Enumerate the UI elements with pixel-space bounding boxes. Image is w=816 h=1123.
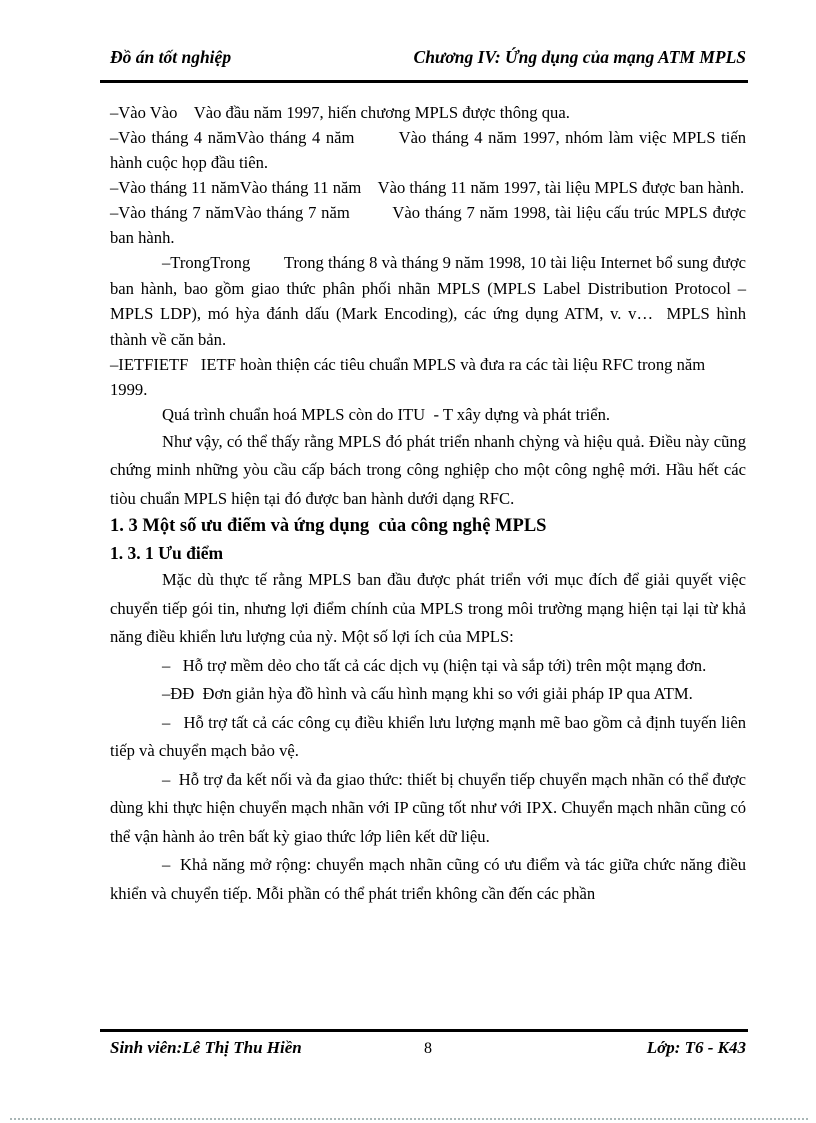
bottom-dotted-rule [10, 1118, 808, 1120]
footer-rule [100, 1029, 748, 1032]
document-body [110, 100, 746, 908]
benefit-item-4: – Hỗ trợ đa kết nối và đa giao thức: thiết bị chuyển tiếp chuyển mạch nhãn có thể được dùng khi thực hiện chuyển mạch nhãn với IP cũng tốt như với IPX. Chuyển mạch nhãn cũng có thể vận hành ảo trên bất kỳ giao thức lớp liên kết dữ liệu. [110, 769, 746, 846]
conclusion-paragraph: Như vậy, có thể thấy rằng MPLS đó phát triển nhanh chỳng và hiệu quả. Điều này cũng chứng minh những yòu cầu cấp bách trong công nghiệp cho một công nghệ mới. Hầu hết các tiòu chuẩn MPLS hiện tại đó được ban hành dưới dạng RFC. [110, 431, 746, 508]
benefit-item-1: – Hỗ trợ mềm dẻo cho tất cả các dịch vụ (hiện tại và sắp tới) trên một mạng đơn. [162, 655, 707, 675]
benefit-item-3: – Hỗ trợ tất cả các công cụ điều khiển lưu lượng mạnh mẽ bao gồm cả định tuyến liên tiếp và chuyển mạch bảo vệ. [110, 712, 746, 760]
standardization-paragraph: Quá trình chuẩn hoá MPLS còn do ITU - T xây dựng và phát triển. [162, 405, 611, 424]
year-line: 1999. [110, 380, 148, 399]
history-item-5: –TrongTrong Trong tháng 8 và tháng 9 năm 1998, 10 tài liệu Internet bổ sung được ban hành, bao gồm giao thức phân phối nhãn MPLS (MPLS Label Distribution Protocol – MPLS LDP), mó hỳa đánh dấu (Mark Encoding), các ứng dụng ATM, v. v… MPLS hình thành về căn bản. [110, 253, 746, 349]
subsection-heading: 1. 3. 1 Ưu điểm [110, 543, 224, 563]
history-item-3: –Vào tháng 11 nămVào tháng 11 năm Vào tháng 11 năm 1997, tài liệu MPLS được ban hành. [110, 178, 745, 197]
history-item-2: –Vào tháng 4 nămVào tháng 4 năm Vào tháng 4 năm 1997, nhóm làm việc MPLS tiến hành cuộc họp đầu tiên. [110, 128, 746, 172]
header-rule [100, 80, 748, 83]
benefit-item-5: – Khả năng mở rộng: chuyển mạch nhãn cũng có ưu điểm và tác giữa chức năng điều khiển và chuyển tiếp. Mỗi phần có thể phát triển không cần đến các phần [110, 855, 746, 903]
benefit-item-2: –ĐĐ Đơn giản hỳa đồ hình và cấu hình mạng khi so với giải pháp IP qua ATM. [162, 684, 693, 703]
history-item-6: –IETFIETF IETF hoàn thiện các tiêu chuẩn MPLS và đưa ra các tài liệu RFC trong năm [110, 355, 706, 374]
page-number: 8 [424, 1040, 432, 1057]
footer-class-label: Lớp: T6 - K43 [646, 1038, 746, 1057]
section-heading: 1. 3 Một số ưu điểm và ứng dụng của công nghệ MPLS [110, 516, 547, 536]
footer-student-name: Sinh viên:Lê Thị Thu Hiền [110, 1038, 302, 1057]
header-doc-title: Đồ án tốt nghiệp [110, 47, 232, 67]
intro-paragraph: Mặc dù thực tế rằng MPLS ban đầu được phát triển với mục đích để giải quyết việc chuyển tiếp gói tin, nhưng lợi điểm chính của MPLS trong môi trường mạng hiện tại lại từ khả năng điều khiển lưu lượng của nỳ. Một số lợi ích của MPLS: [110, 570, 746, 646]
page-footer [110, 1037, 746, 1060]
header-chapter-title: Chương IV: Ứng dụng của mạng ATM MPLS [413, 47, 746, 67]
page-header [110, 46, 746, 68]
history-item-4: –Vào tháng 7 nămVào tháng 7 năm Vào tháng 7 năm 1998, tài liệu cấu trúc MPLS được ban hành. [110, 203, 746, 247]
history-item-1: –Vào Vào Vào đầu năm 1997, hiến chương MPLS được thông qua. [110, 103, 570, 122]
